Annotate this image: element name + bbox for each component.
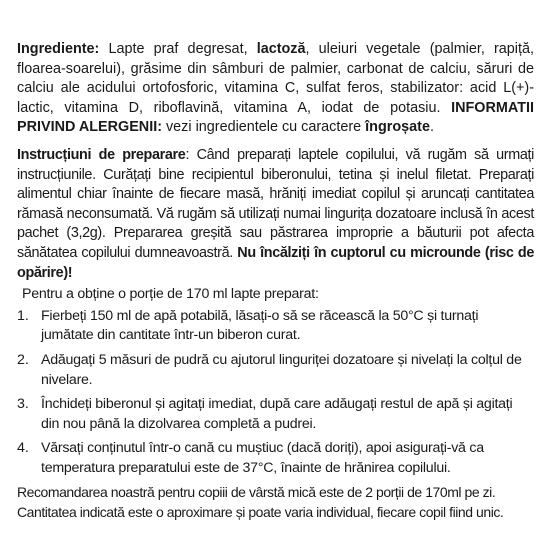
microwave-warning: Nu încălziți în cuptorul cu microunde (risc de opărire)! [17,244,534,281]
ingredients-paragraph [17,40,534,138]
ingredients-bold-lactose: lactoză [256,41,306,57]
list-item [17,351,534,390]
ingredients-text-3: vezi ingredientele cu caractere [161,119,366,136]
ingredients-text-4: . [429,119,434,136]
allergen-info-label: INFORMATII PRIVIND ALERGENII: [17,99,534,136]
step-text: Vărsați conținutul într-o cană cu muștiuc (dacă doriți), apoi asigurați-vă ca temperatura preparatului este de 37°C, înainte de hrănirea copilului. [41,440,484,476]
preparation-steps-list [17,307,534,479]
step-number: 3. [17,396,29,413]
step-text: Adăugați 5 măsuri de pudră cu ajutorul linguriței dozatoare și nivelați la colțul de nivelare. [41,351,522,388]
ingredients-bold-word: îngroșate [365,119,430,136]
recommendation-line: Recomandarea noastră pentru copiii de vârstă mică este de 2 porții de 170ml pe zi. [17,484,496,501]
step-number: 2. [17,351,29,368]
instructions-text: : Când preparați laptele copilului, vă rugăm să urmați instrucțiunile. Curățați bine recipientul biberonului, tetina și inelul filetat. Preparați alimentul chiar înainte de fiecare masă, hrăniți imediat copilul și aruncați cantitatea rămasă neconsumată. Vă rugăm să utilizați numai lingurița dozatoare inclusă în acest pachet (3,2g). Prepararea greșită sau păstrarea improprie a băuturii pot afecta sănătatea copilului dumneavoastră. [17,146,534,261]
instructions-label: Instrucțiuni de preparare [17,146,186,163]
disclaimer-line: Cantitatea indicată este o aproximare și poate varia individual, fiecare copil fiind unic. [17,504,504,521]
list-item [17,395,534,434]
step-number: 1. [17,307,29,324]
ingredients-label: Ingrediente: [17,41,100,57]
step-text: Fierbeți 150 ml de apă potabilă, lăsați-o să se răcească la 50°C și turnați jumătate din cantitate într-un biberon curat. [41,307,479,344]
list-item [17,439,534,478]
ingredients-text-2: , uleiuri vegetale (palmier, rapiță, floarea-soarelui), grăsime din sâmburi de palmier, carbonat de calciu, săruri de calciu ale acidului ortofosforic, vitamina C, sulfat feros, stabilizator: acid L(+)-lactic, vitamina D, riboflavină, vitamina A, iodat de potasiu. [17,41,534,116]
instructions-paragraph [17,146,534,283]
ingredients-text-1: Lapte praf degresat, [99,41,257,57]
step-text: Închideți biberonul și agitați imediat, după care adăugați restul de apă și agitați din nou până la dizolvarea completă a pudrei. [41,396,513,432]
step-number: 4. [17,440,29,457]
list-item [17,307,534,346]
steps-intro: Pentru a obține o porție de 170 ml lapte preparat: [22,286,319,303]
